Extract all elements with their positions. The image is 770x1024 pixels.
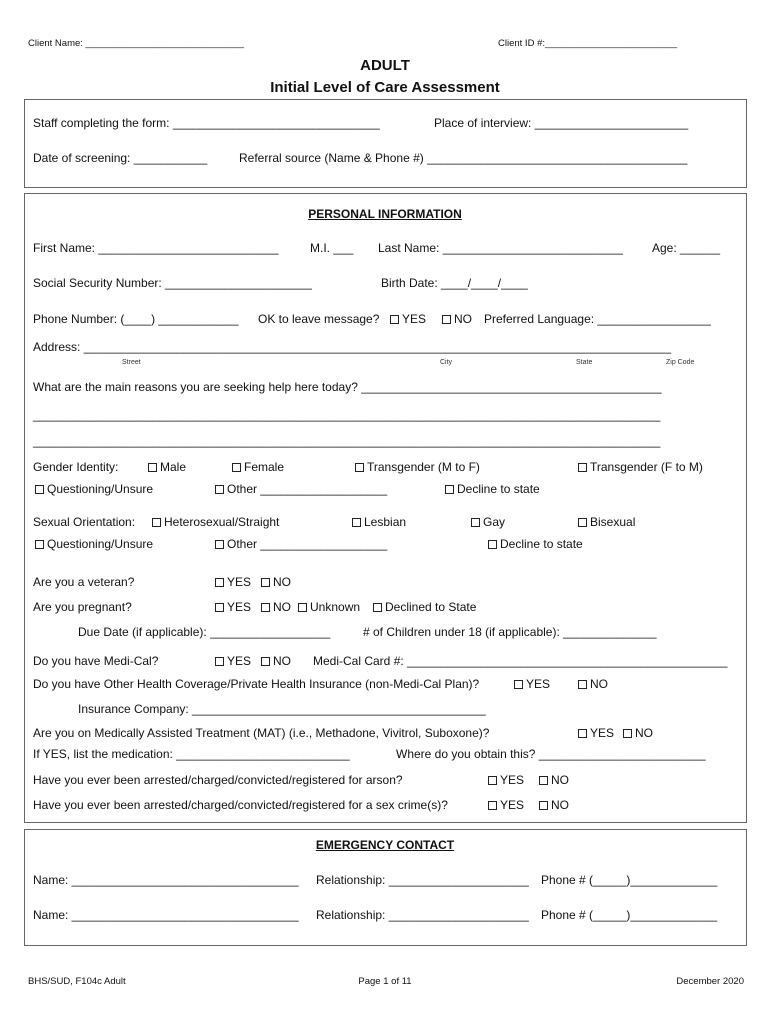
preferred-language-field[interactable]: Preferred Language: _________________ bbox=[484, 312, 711, 326]
checkbox-icon[interactable] bbox=[578, 680, 587, 689]
mi-field[interactable]: M.I. ___ bbox=[310, 241, 354, 255]
checkbox-icon[interactable] bbox=[261, 657, 270, 666]
pregnant-yes[interactable]: YES bbox=[215, 600, 251, 614]
checkbox-icon[interactable] bbox=[578, 518, 587, 527]
checkbox-icon[interactable] bbox=[539, 776, 548, 785]
checkbox-icon[interactable] bbox=[352, 518, 361, 527]
gender-female[interactable]: Female bbox=[232, 460, 284, 474]
obtain-field[interactable]: Where do you obtain this? _________________________ bbox=[396, 747, 706, 761]
address-field[interactable]: Address: ________________________________________________________________________________________ bbox=[33, 340, 671, 354]
insurance-company-field[interactable]: Insurance Company: ____________________________________________ bbox=[78, 702, 486, 716]
checkbox-icon[interactable] bbox=[35, 485, 44, 494]
footer-date: December 2020 bbox=[676, 976, 744, 987]
gender-trans-fm[interactable]: Transgender (F to M) bbox=[578, 460, 703, 474]
orientation-questioning[interactable]: Questioning/Unsure bbox=[35, 537, 153, 551]
mat-yes[interactable]: YES bbox=[578, 726, 614, 740]
emergency-heading: EMERGENCY CONTACT bbox=[315, 838, 455, 852]
personal-info-heading: PERSONAL INFORMATION bbox=[308, 207, 462, 221]
gender-other[interactable]: Other ___________________ bbox=[215, 482, 387, 496]
medical-card-field[interactable]: Medi-Cal Card #: ________________________________________________ bbox=[313, 654, 728, 668]
street-caption: Street bbox=[122, 359, 141, 366]
date-of-screening-field[interactable]: Date of screening: ___________ bbox=[33, 151, 208, 165]
place-of-interview-field[interactable]: Place of interview: _______________________ bbox=[434, 116, 689, 130]
gender-decline[interactable]: Decline to state bbox=[445, 482, 540, 496]
mat-no[interactable]: NO bbox=[623, 726, 653, 740]
checkbox-icon[interactable] bbox=[232, 463, 241, 472]
orientation-decline[interactable]: Decline to state bbox=[488, 537, 583, 551]
medication-field[interactable]: If YES, list the medication: __________________________ bbox=[33, 747, 350, 761]
city-caption: City bbox=[440, 359, 453, 366]
arson-label: Have you ever been arrested/charged/convicted/registered for arson? bbox=[33, 773, 403, 787]
first-name-field[interactable]: First Name: ___________________________ bbox=[33, 241, 279, 255]
emergency-relationship-1[interactable]: Relationship: _____________________ bbox=[316, 873, 529, 887]
checkbox-icon[interactable] bbox=[261, 603, 270, 612]
checkbox-icon[interactable] bbox=[488, 801, 497, 810]
sex-crime-no[interactable]: NO bbox=[539, 798, 569, 812]
emergency-relationship-2[interactable]: Relationship: _____________________ bbox=[316, 908, 529, 922]
checkbox-icon[interactable] bbox=[355, 463, 364, 472]
pregnant-no[interactable]: NO bbox=[261, 600, 291, 614]
checkbox-icon[interactable] bbox=[215, 540, 224, 549]
checkbox-icon[interactable] bbox=[148, 463, 157, 472]
gender-male[interactable]: Male bbox=[148, 460, 186, 474]
checkbox-icon[interactable] bbox=[215, 578, 224, 587]
orientation-bisexual[interactable]: Bisexual bbox=[578, 515, 635, 529]
state-caption: State bbox=[576, 359, 593, 366]
reasons-field[interactable]: What are the main reasons you are seeking help here today? _____________________________________________ bbox=[33, 380, 662, 394]
last-name-field[interactable]: Last Name: ___________________________ bbox=[378, 241, 623, 255]
checkbox-icon[interactable] bbox=[373, 603, 382, 612]
checkbox-icon[interactable] bbox=[539, 801, 548, 810]
checkbox-icon[interactable] bbox=[623, 729, 632, 738]
referral-source-field[interactable]: Referral source (Name & Phone #) _______________________________________ bbox=[239, 151, 688, 165]
ok-message-yes[interactable]: YES bbox=[390, 312, 426, 326]
staff-info-box bbox=[24, 99, 747, 188]
emergency-name-2[interactable]: Name: __________________________________ bbox=[33, 908, 299, 922]
orientation-other[interactable]: Other ___________________ bbox=[215, 537, 387, 551]
pregnant-label: Are you pregnant? bbox=[33, 600, 132, 614]
children-field[interactable]: # of Children under 18 (if applicable): ______________ bbox=[363, 625, 657, 639]
orientation-lesbian[interactable]: Lesbian bbox=[352, 515, 406, 529]
staff-field[interactable]: Staff completing the form: _______________________________ bbox=[33, 116, 380, 130]
other-insurance-yes[interactable]: YES bbox=[514, 677, 550, 691]
medical-label: Do you have Medi-Cal? bbox=[33, 654, 159, 668]
zip-caption: Zip Code bbox=[666, 359, 695, 366]
medical-no[interactable]: NO bbox=[261, 654, 291, 668]
veteran-label: Are you a veteran? bbox=[33, 575, 135, 589]
medical-yes[interactable]: YES bbox=[215, 654, 251, 668]
reasons-line-2[interactable]: ______________________________________________________________________________________________ bbox=[33, 408, 661, 422]
emergency-name-1[interactable]: Name: __________________________________ bbox=[33, 873, 299, 887]
checkbox-icon[interactable] bbox=[215, 657, 224, 666]
orientation-hetero[interactable]: Heterosexual/Straight bbox=[152, 515, 279, 529]
gender-label: Gender Identity: bbox=[33, 460, 119, 474]
emergency-phone-2[interactable]: Phone # (_____)_____________ bbox=[541, 908, 718, 922]
orientation-gay[interactable]: Gay bbox=[471, 515, 505, 529]
checkbox-icon[interactable] bbox=[215, 603, 224, 612]
other-insurance-no[interactable]: NO bbox=[578, 677, 608, 691]
veteran-yes[interactable]: YES bbox=[215, 575, 251, 589]
checkbox-icon[interactable] bbox=[578, 463, 587, 472]
form-title: ADULT bbox=[360, 57, 410, 74]
gender-trans-mf[interactable]: Transgender (M to F) bbox=[355, 460, 480, 474]
checkbox-icon[interactable] bbox=[471, 518, 480, 527]
ok-message-no[interactable]: NO bbox=[442, 312, 472, 326]
due-date-field[interactable]: Due Date (if applicable): __________________ bbox=[78, 625, 331, 639]
checkbox-icon[interactable] bbox=[390, 315, 399, 324]
checkbox-icon[interactable] bbox=[152, 518, 161, 527]
pregnant-unknown[interactable]: Unknown bbox=[298, 600, 360, 614]
checkbox-icon[interactable] bbox=[261, 578, 270, 587]
checkbox-icon[interactable] bbox=[298, 603, 307, 612]
footer-page-number: Page 1 of 11 bbox=[358, 976, 412, 987]
reasons-line-3[interactable]: ______________________________________________________________________________________________ bbox=[33, 434, 661, 448]
other-insurance-label: Do you have Other Health Coverage/Private Health Insurance (non-Medi-Cal Plan)? bbox=[33, 677, 480, 691]
emergency-phone-1[interactable]: Phone # (_____)_____________ bbox=[541, 873, 718, 887]
checkbox-icon[interactable] bbox=[514, 680, 523, 689]
arson-yes[interactable]: YES bbox=[488, 773, 524, 787]
sex-crime-label: Have you ever been arrested/charged/convicted/registered for a sex crime(s)? bbox=[33, 798, 448, 812]
pregnant-declined[interactable]: Declined to State bbox=[373, 600, 476, 614]
form-subtitle: Initial Level of Care Assessment bbox=[270, 79, 500, 96]
phone-field[interactable]: Phone Number: (____) ____________ bbox=[33, 312, 239, 326]
ok-message-label: OK to leave message? bbox=[258, 312, 380, 326]
footer-form-id: BHS/SUD, F104c Adult bbox=[28, 976, 126, 987]
checkbox-icon[interactable] bbox=[488, 776, 497, 785]
gender-questioning[interactable]: Questioning/Unsure bbox=[35, 482, 153, 496]
checkbox-icon[interactable] bbox=[488, 540, 497, 549]
mat-label: Are you on Medically Assisted Treatment (MAT) (i.e., Methadone, Vivitrol, Suboxone)? bbox=[33, 726, 490, 740]
client-name-field[interactable]: Client Name: ______________________________ bbox=[28, 38, 245, 49]
checkbox-icon[interactable] bbox=[442, 315, 451, 324]
veteran-no[interactable]: NO bbox=[261, 575, 291, 589]
ssn-field[interactable]: Social Security Number: ______________________ bbox=[33, 276, 312, 290]
checkbox-icon[interactable] bbox=[35, 540, 44, 549]
arson-no[interactable]: NO bbox=[539, 773, 569, 787]
age-field[interactable]: Age: ______ bbox=[652, 241, 721, 255]
sex-crime-yes[interactable]: YES bbox=[488, 798, 524, 812]
client-id-field[interactable]: Client ID #:_________________________ bbox=[498, 38, 678, 49]
checkbox-icon[interactable] bbox=[578, 729, 587, 738]
birth-date-field[interactable]: Birth Date: ____/____/____ bbox=[381, 276, 528, 290]
checkbox-icon[interactable] bbox=[445, 485, 454, 494]
checkbox-icon[interactable] bbox=[215, 485, 224, 494]
orientation-label: Sexual Orientation: bbox=[33, 515, 136, 529]
